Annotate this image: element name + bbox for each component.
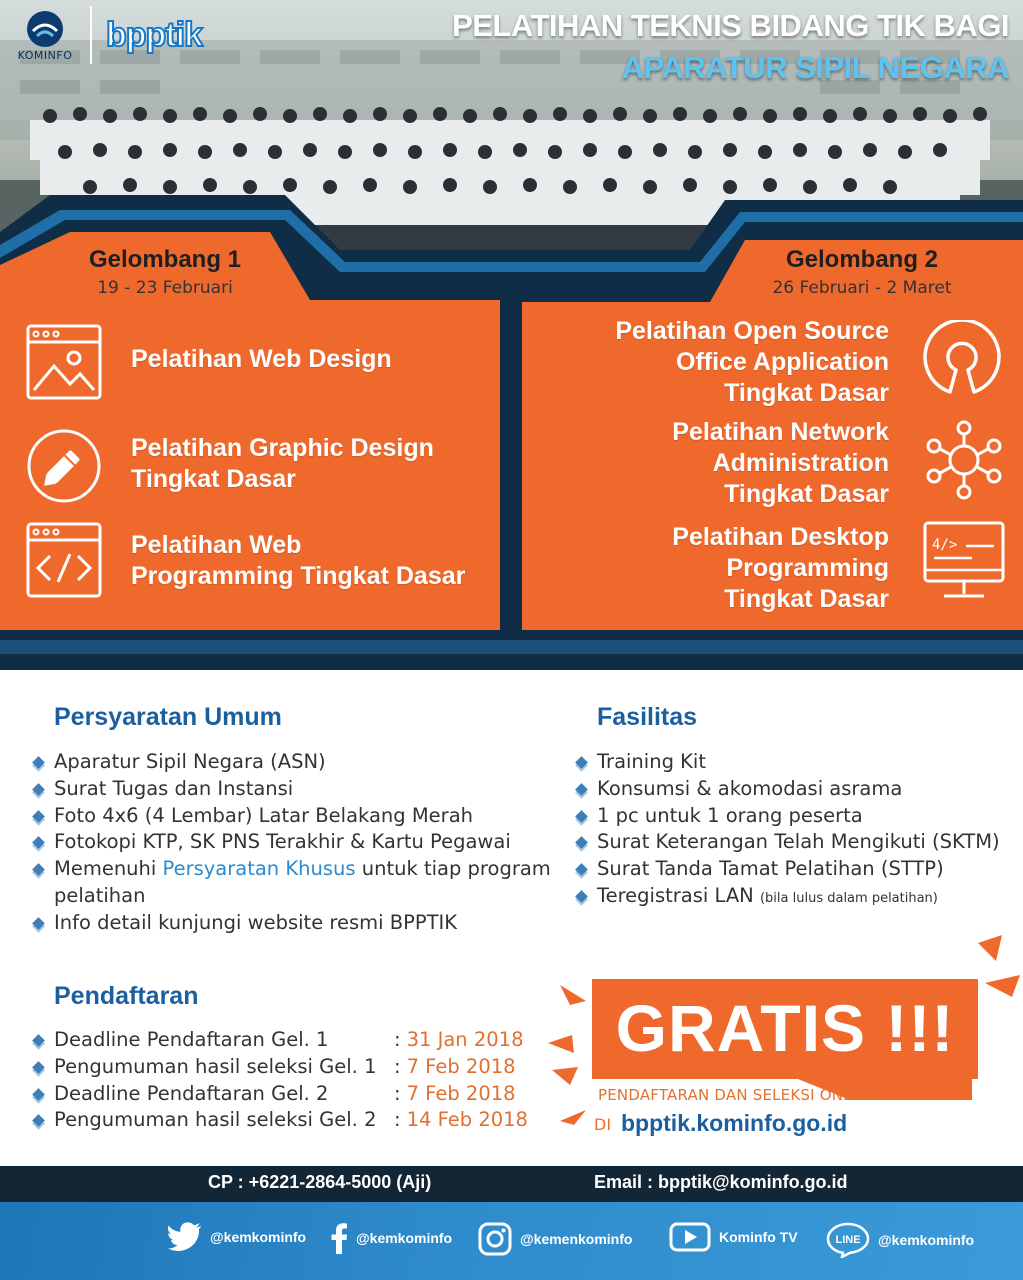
wave2-name: Gelombang 2 bbox=[785, 246, 939, 273]
registration-note: (bila lulus dalam pelatihan) bbox=[759, 890, 938, 906]
list-item: Surat Tanda Tamat Pelatihan (STTP) bbox=[575, 856, 1000, 883]
line-badge: LINE bbox=[835, 1234, 861, 1246]
list-item: Aparatur Sipil Negara (ASN) bbox=[32, 749, 551, 776]
title-line-2: APARATUR SIPIL NEGARA bbox=[621, 50, 1009, 85]
course-graphic-design: Pelatihan Graphic Design Tingkat Dasar bbox=[131, 434, 434, 493]
twitter-icon bbox=[168, 1222, 202, 1252]
contact-email[interactable]: Email : bpptik@kominfo.go.id bbox=[594, 1172, 848, 1192]
course-web-design: Pelatihan Web Design bbox=[131, 345, 392, 373]
kominfo-logo-text: KOMINFO bbox=[17, 48, 73, 62]
registration-schedule bbox=[32, 1027, 528, 1134]
wave1-name: Gelombang 1 bbox=[88, 246, 242, 273]
course-network-administration: Pelatihan Network Administration Tingkat Dasar bbox=[672, 418, 889, 508]
gratis-subline: PENDAFTARAN DAN SELEKSI ONLINE bbox=[598, 1086, 878, 1104]
course-web-programming: Pelatihan Web Programming Tingkat Dasar bbox=[131, 531, 466, 590]
code-window-icon bbox=[26, 522, 102, 598]
line-icon bbox=[826, 1222, 870, 1258]
gratis-di: DI bbox=[594, 1115, 612, 1134]
social-line[interactable]: LINE @kemkominfo bbox=[826, 1222, 974, 1258]
social-twitter[interactable]: @kemkominfo bbox=[168, 1222, 306, 1252]
instagram-icon bbox=[478, 1222, 512, 1256]
schedule-row: Pengumuman hasil seleksi Gel. 1 : 7 Feb 2018 bbox=[32, 1054, 528, 1081]
requirements-title: Persyaratan Umum bbox=[54, 703, 282, 731]
course-open-source-office: Pelatihan Open Source Office Application Tingkat Dasar bbox=[615, 317, 889, 407]
list-item: Konsumsi & akomodasi asrama bbox=[575, 776, 1000, 803]
wave1-header bbox=[60, 246, 270, 298]
wave2-header bbox=[752, 246, 972, 298]
website-link[interactable]: bpptik.kominfo.go.id bbox=[621, 1110, 848, 1136]
list-item: Info detail kunjungi website resmi BPPTIK bbox=[32, 910, 551, 937]
list-item: 1 pc untuk 1 orang peserta bbox=[575, 803, 1000, 830]
social-youtube[interactable]: Kominfo TV bbox=[669, 1222, 798, 1252]
facilities-title: Fasilitas bbox=[597, 703, 698, 731]
contact-bar bbox=[0, 1166, 1023, 1202]
svg-text:4/>: 4/> bbox=[932, 537, 958, 553]
monitor-code-icon bbox=[922, 520, 1006, 604]
requirements-list bbox=[32, 749, 551, 937]
list-item: Training Kit bbox=[575, 749, 1000, 776]
image-window-icon bbox=[26, 324, 102, 400]
bpptik-logo: bpptik bbox=[106, 15, 202, 54]
list-item: Fotokopi KTP, SK PNS Terakhir & Kartu Pegawai bbox=[32, 829, 551, 856]
list-item: Memenuhi Persyaratan Khusus untuk tiap program pelatihan bbox=[32, 856, 551, 910]
list-item: Foto 4x6 (4 Lembar) Latar Belakang Merah bbox=[32, 803, 551, 830]
course-desktop-programming: Pelatihan Desktop Programming Tingkat Dasar bbox=[672, 523, 889, 613]
registration-title: Pendaftaran bbox=[54, 982, 199, 1010]
special-requirements-link[interactable]: Persyaratan Khusus bbox=[162, 857, 356, 881]
list-item: Surat Keterangan Telah Mengikuti (SKTM) bbox=[575, 829, 1000, 856]
title-line-1: PELATIHAN TEKNIS BIDANG TIK BAGI bbox=[452, 8, 1009, 43]
list-item: Teregistrasi LAN (bila lulus dalam pelatihan) bbox=[575, 883, 1000, 913]
social-instagram[interactable]: @kemenkominfo bbox=[478, 1222, 632, 1256]
schedule-row: Deadline Pendaftaran Gel. 1 : 31 Jan 2018 bbox=[32, 1027, 528, 1054]
social-facebook[interactable]: @kemkominfo bbox=[330, 1222, 452, 1254]
schedule-row: Pengumuman hasil seleksi Gel. 2 : 14 Feb 2018 bbox=[32, 1107, 528, 1134]
youtube-icon bbox=[669, 1222, 711, 1252]
network-icon bbox=[926, 420, 1002, 500]
schedule-row: Deadline Pendaftaran Gel. 2 : 7 Feb 2018 bbox=[32, 1081, 528, 1108]
facebook-icon bbox=[330, 1222, 348, 1254]
facilities-list bbox=[575, 749, 1000, 913]
pencil-icon bbox=[26, 428, 102, 504]
wave1-date: 19 - 23 Februari bbox=[97, 278, 233, 298]
contact-phone: CP : +6221-2864-5000 (Aji) bbox=[208, 1172, 432, 1192]
open-source-icon bbox=[922, 320, 1002, 396]
wave2-date: 26 Februari - 2 Maret bbox=[772, 278, 952, 298]
list-item: Surat Tugas dan Instansi bbox=[32, 776, 551, 803]
gratis-headline: GRATIS !!! bbox=[615, 991, 955, 1065]
